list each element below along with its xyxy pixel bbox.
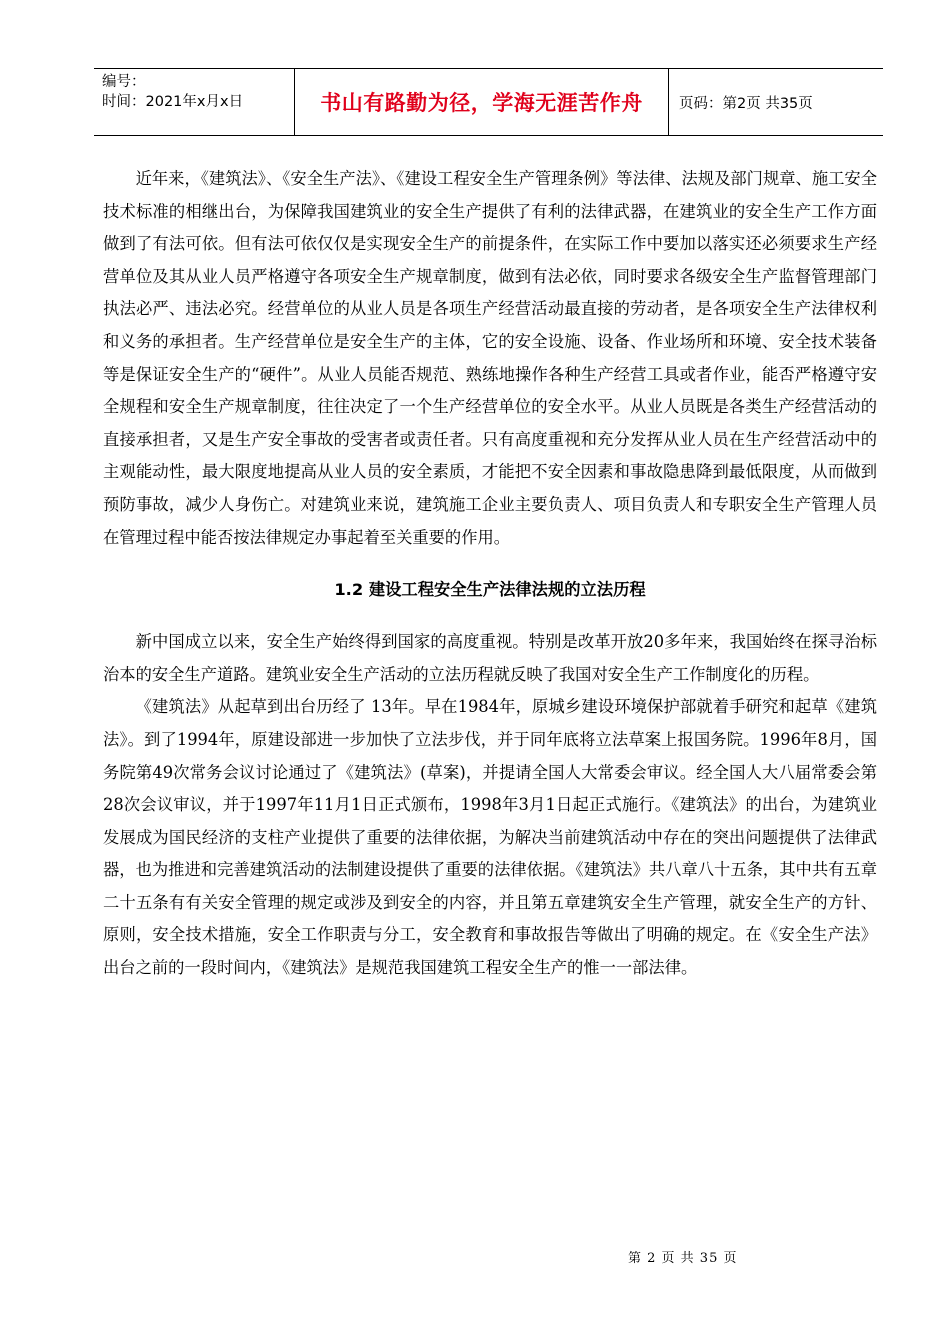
header-page-info: 页码：第2页 共35页: [679, 95, 813, 112]
document-number-label: 编号：: [102, 74, 146, 90]
document-body: [103, 163, 877, 985]
header-meta: [94, 69, 295, 135]
section-paragraph: 新中国成立以来，安全生产始终得到国家的高度重视。特别是改革开放20多年来，我国始终在探寻治标治本的安全生产道路。建筑业安全生产活动的立法历程就反映了我国对安全生产工作制度化的历程。: [103, 632, 877, 684]
body-paragraph: 近年来，《建筑法》、《安全生产法》、《建设工程安全生产管理条例》等法律、法规及部门规章、施工安全技术标准的相继出台，为保障我国建筑业的安全生产提供了有利的法律武器，在建筑业的安全生产工作方面做到了有法可依。但有法可依仅仅是实现安全生产的前提条件，在实际工作中要加以落实还必须要求生产经营单位及其从业人员严格遵守各项安全生产规章制度，做到有法必依，同时要求各级安全生产监督管理部门执法必严、违法必究。经营单位的从业人员是各项生产经营活动最直接的劳动者，是各项安全生产法律权利和义务的承担者。生产经营单位是安全生产的主体，它的安全设施、设备、作业场所和环境、安全技术装备等是保证安全生产的“硬件”。从业人员能否规范、熟练地操作各种生产经营工具或者作业，能否严格遵守安全规程和安全生产规章制度，往往决定了一个生产经营单位的安全水平。从业人员既是各类生产经营活动的直接承担者，又是生产安全事故的受害者或责任者。只有高度重视和充分发挥从业人员在生产经营活动中的主观能动性，最大限度地提高从业人员的安全素质，才能把不安全因素和事故隐患降到最低限度，从而做到预防事故，减少人身伤亡。对建筑业来说，建筑施工企业主要负责人、项目负责人和专职安全生产管理人员在管理过程中能否按法律规定办事起着至关重要的作用。: [103, 169, 877, 547]
section-paragraph: 《建筑法》从起草到出台历经了 13年。早在1984年，原城乡建设环境保护部就着手研究和起草《建筑法》。到了1994年，原建设部进一步加快了立法步伐，并于同年底将立法草案上报国务院。1996年8月，国务院第49次常务会议讨论通过了《建筑法》(草案)，并提请全国人大常委会审议。经全国人大八届常委会第28次会议审议，并于1997年11月1日正式颁布，1998年3月1日起正式施行。《建筑法》的出台，为建筑业发展成为国民经济的支柱产业提供了重要的法律依据，为解决当前建筑活动中存在的突出问题提供了法律武器，也为推进和完善建筑活动的法制建设提供了重要的法律依据。《建筑法》共八章八十五条，其中共有五章二十五条有有关安全管理的规定或涉及到安全的内容，并且第五章建筑安全生产管理，就安全生产的方针、原则，安全技术措施，安全工作职责与分工，安全教育和事故报告等做出了明确的规定。在《安全生产法》出台之前的一段时间内，《建筑法》是规范我国建筑工程安全生产的惟一一部法律。: [103, 697, 877, 978]
section-heading: 1.2 建设工程安全生产法律法规的立法历程: [334, 580, 646, 600]
page-header: [94, 68, 883, 136]
page-footer: 第 2 页 共 35 页: [628, 1251, 738, 1266]
header-motto: 书山有路勤为径，学海无涯苦作舟: [295, 69, 669, 135]
document-time-label: 时间：2021年x月x日: [102, 94, 244, 110]
